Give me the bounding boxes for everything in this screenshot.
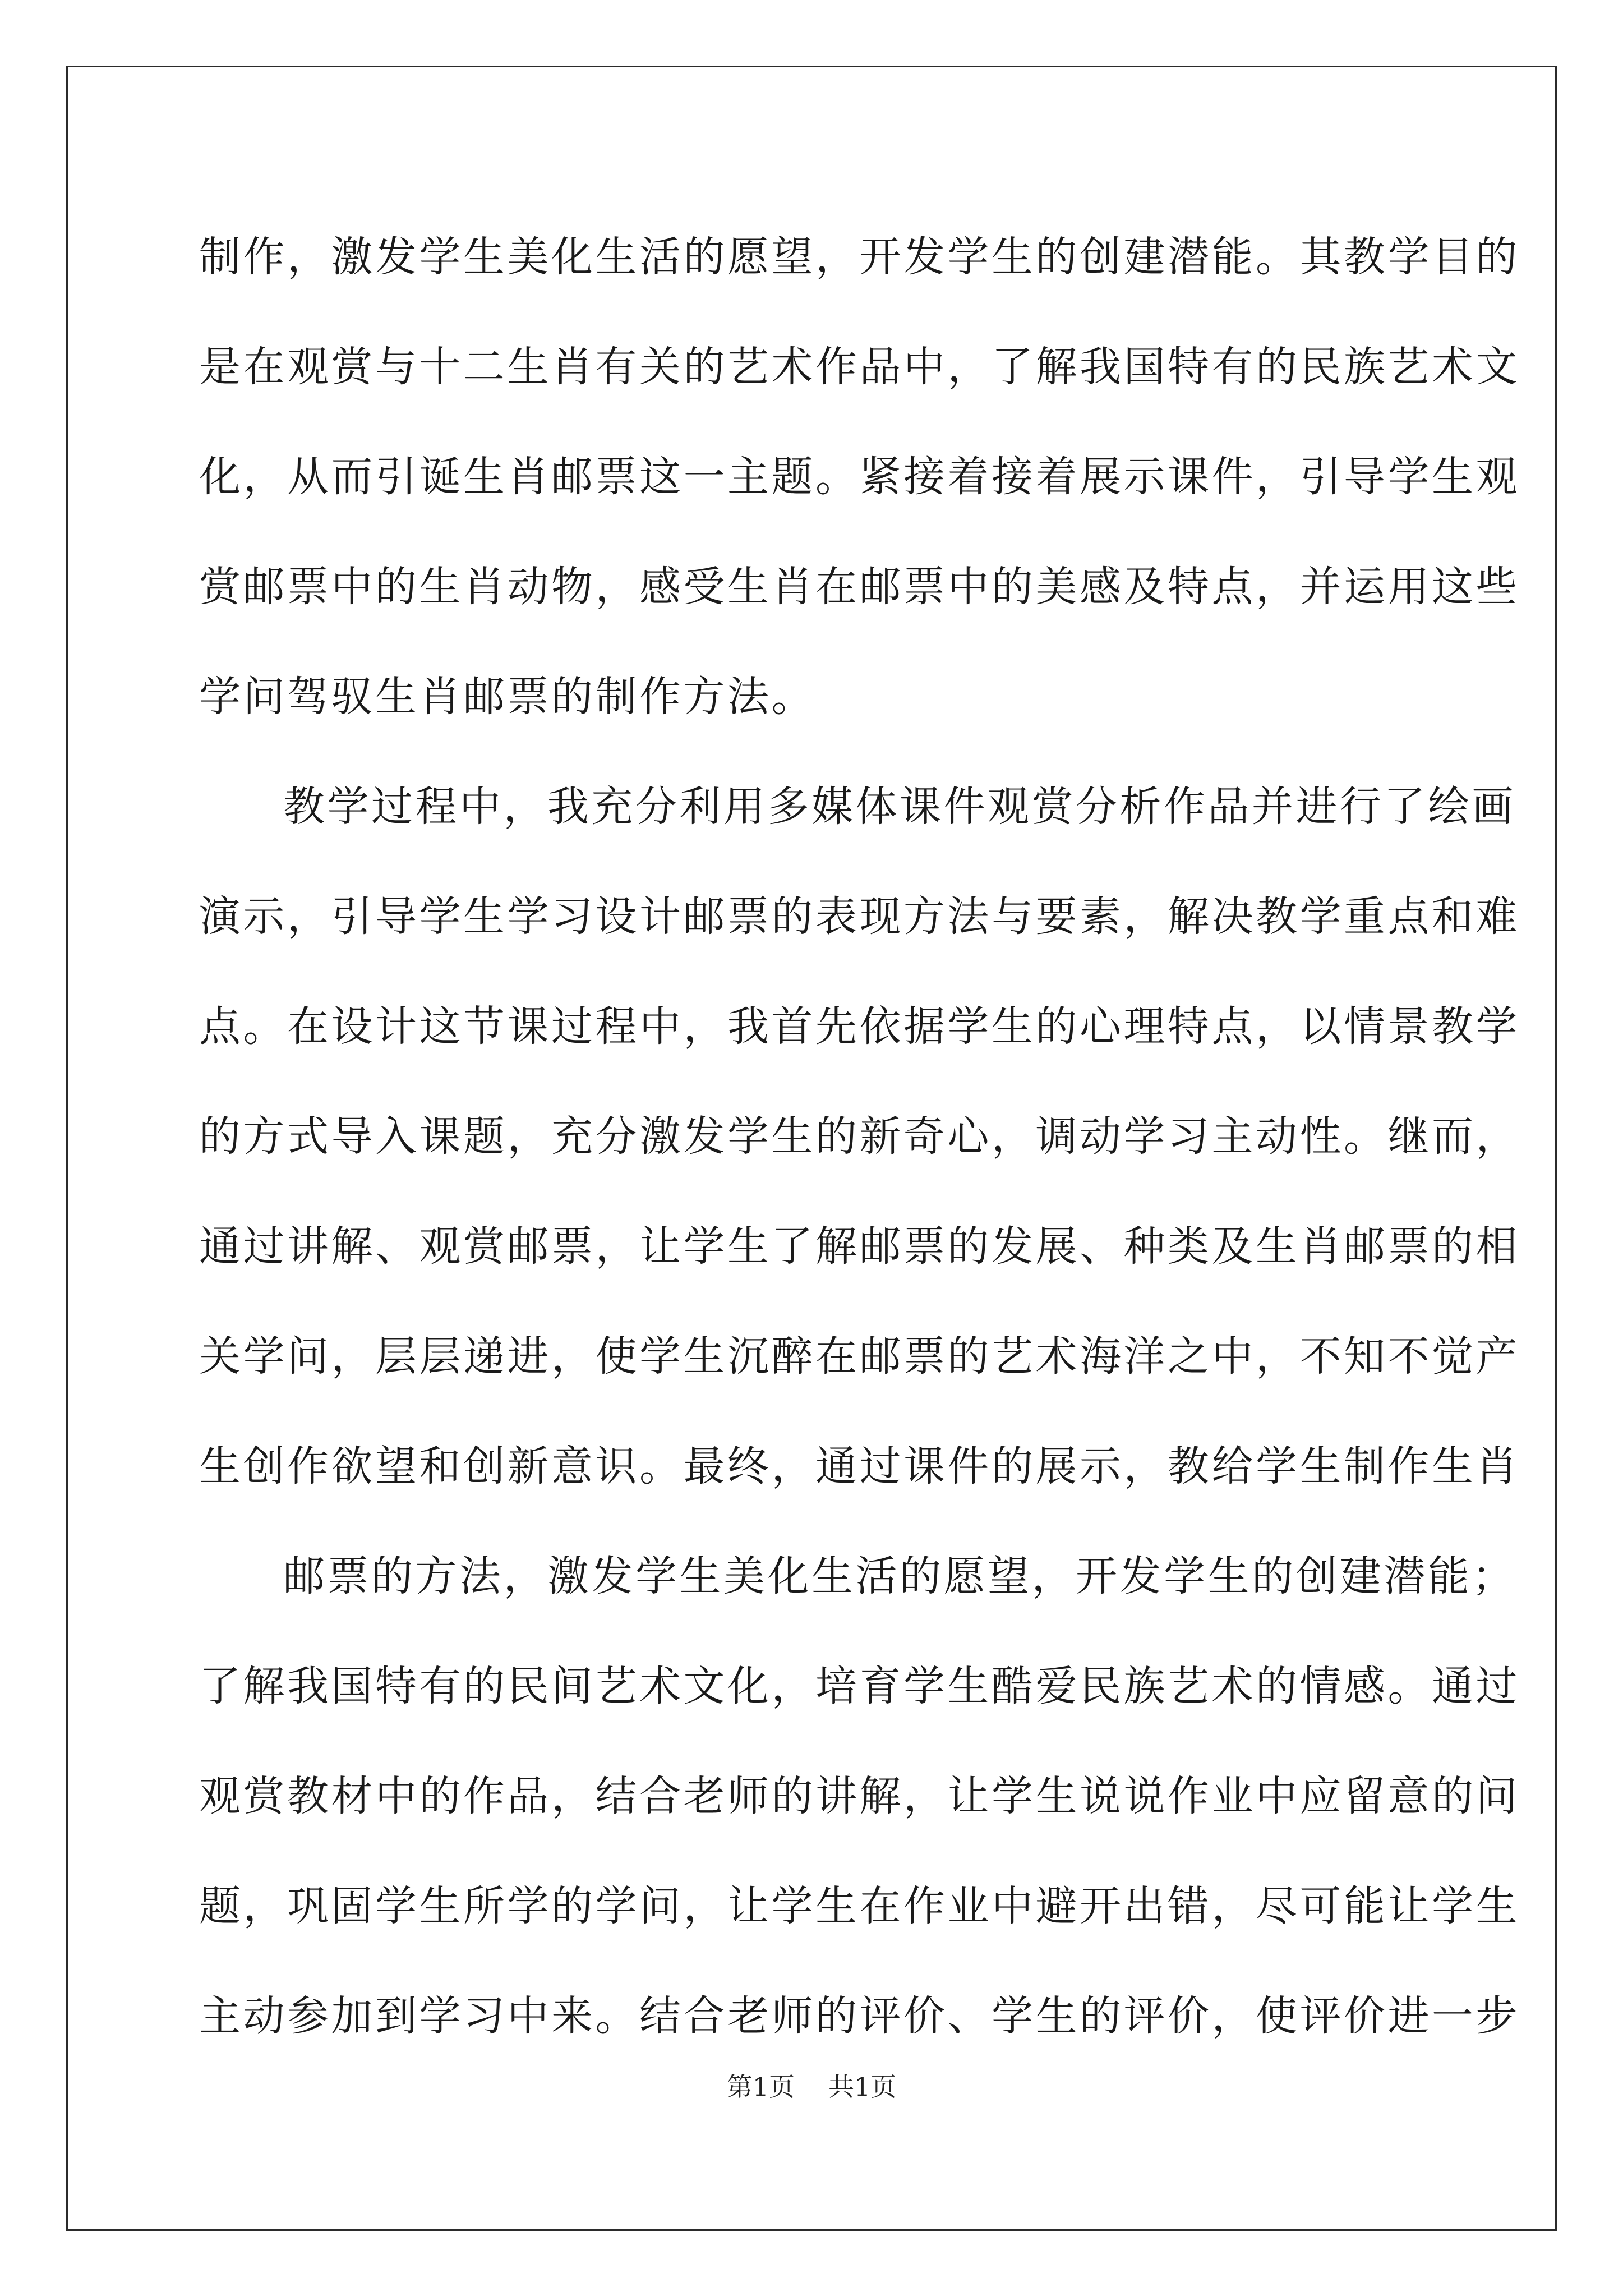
page-footer bbox=[0, 2070, 1623, 2104]
text-line: 教学过程中，我充分利用多媒体课件观赏分析作品并进行了绘画 bbox=[283, 783, 1516, 831]
text-line: 邮票的方法，激发学生美化生活的愿望，开发学生的创建潜能； bbox=[283, 1552, 1516, 1600]
text-line: 题，巩固学生所学的学问，让学生在作业中避开出错，尽可能让学生 bbox=[199, 1882, 1520, 1930]
document-body bbox=[199, 202, 1520, 2071]
text-line: 观赏教材中的作品，结合老师的讲解，让学生说说作业中应留意的问 bbox=[199, 1772, 1520, 1820]
text-line: 化，从而引诞生肖邮票这一主题。紧接着接着展示课件，引导学生观 bbox=[199, 453, 1520, 501]
text-line: 学问驾驭生肖邮票的制作方法。 bbox=[199, 673, 815, 721]
text-line: 演示，引导学生学习设计邮票的表现方法与要素，解决教学重点和难 bbox=[199, 892, 1520, 941]
text-line: 关学问，层层递进，使学生沉醉在邮票的艺术海洋之中，不知不觉产 bbox=[199, 1332, 1520, 1381]
text-line: 主动参加到学习中来。结合老师的评价、学生的评价，使评价进一步 bbox=[199, 1992, 1520, 2040]
page-number-current: 第1页 bbox=[726, 2072, 795, 2102]
text-line: 生创作欲望和创新意识。最终，通过课件的展示，教给学生制作生肖 bbox=[199, 1442, 1520, 1490]
text-line: 了解我国特有的民间艺术文化，培育学生酷爱民族艺术的情感。通过 bbox=[199, 1662, 1520, 1710]
text-line: 的方式导入课题，充分激发学生的新奇心，调动学习主动性。继而， bbox=[199, 1112, 1520, 1161]
text-line: 制作，激发学生美化生活的愿望，开发学生的创建潜能。其教学目的 bbox=[199, 233, 1520, 281]
text-line: 赏邮票中的生肖动物，感受生肖在邮票中的美感及特点，并运用这些 bbox=[199, 563, 1520, 611]
text-line: 点。在设计这节课过程中，我首先依据学生的心理特点，以情景教学 bbox=[199, 1002, 1520, 1051]
text-line: 是在观赏与十二生肖有关的艺术作品中，了解我国特有的民族艺术文 bbox=[199, 343, 1520, 391]
page-number-total: 共1页 bbox=[828, 2072, 897, 2102]
text-line: 通过讲解、观赏邮票，让学生了解邮票的发展、种类及生肖邮票的相 bbox=[199, 1222, 1520, 1271]
